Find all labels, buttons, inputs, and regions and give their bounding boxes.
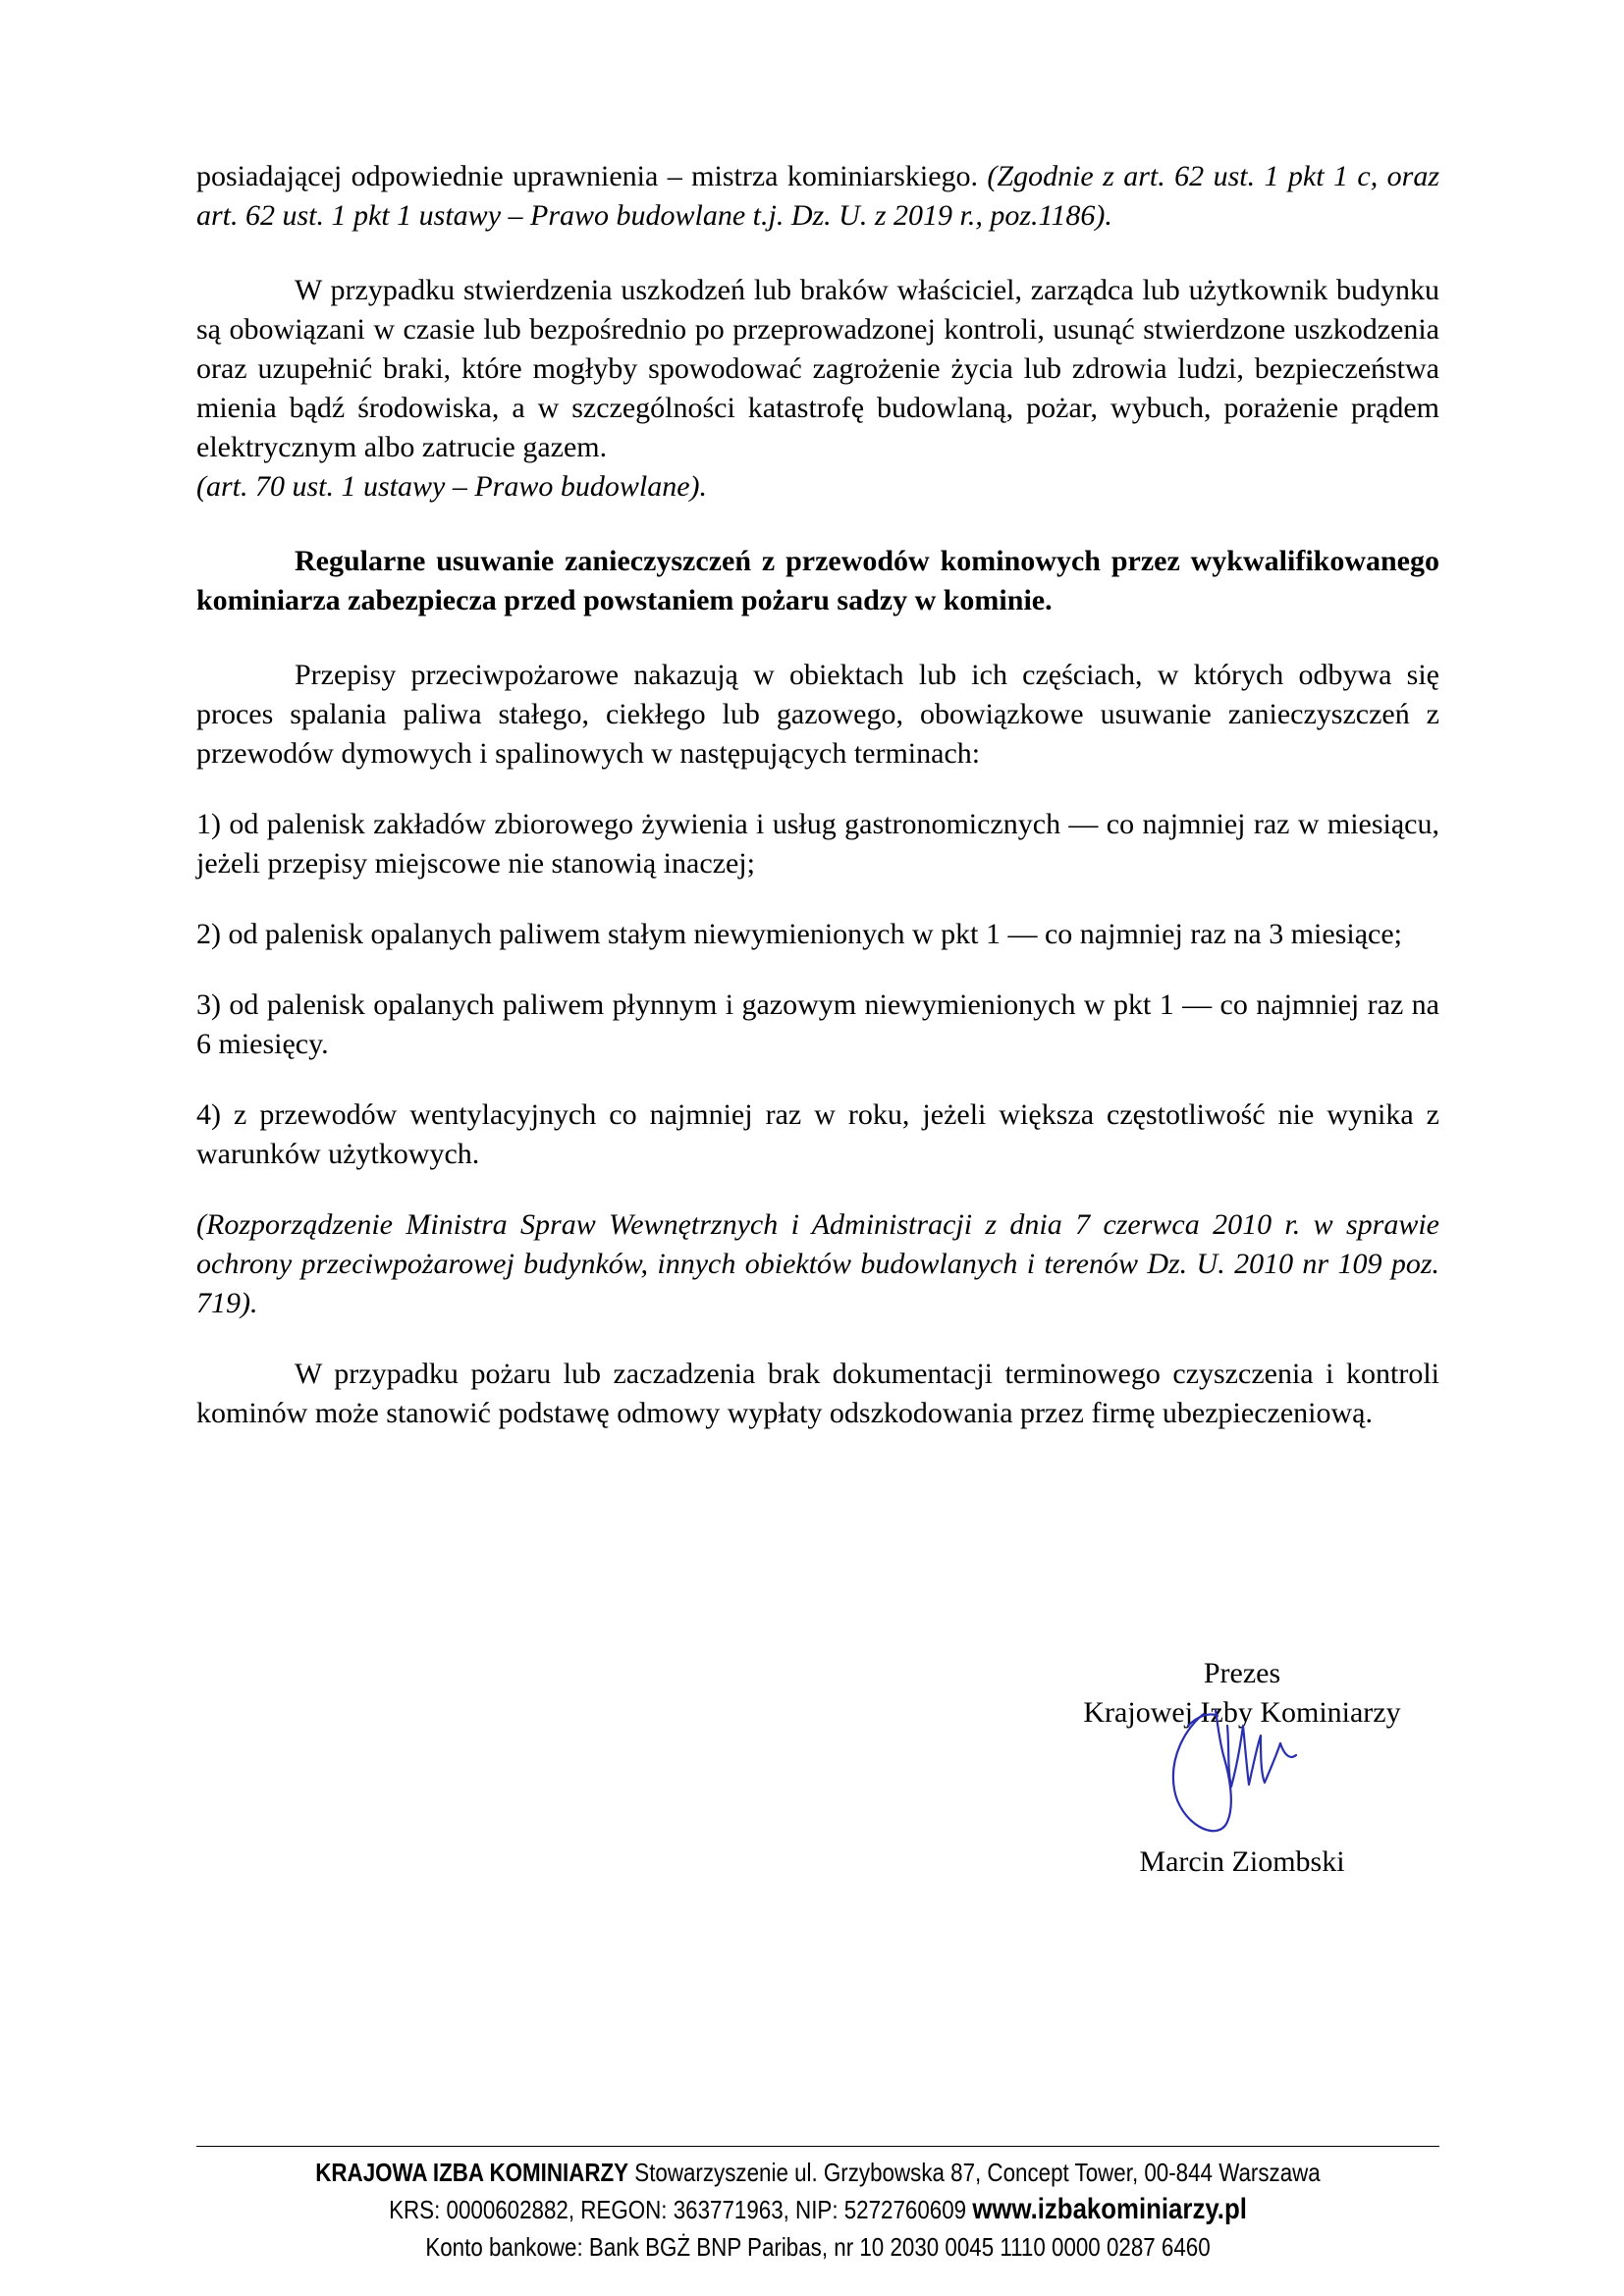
regulation-citation: (Rozporządzenie Ministra Spraw Wewnętrznych i Administracji z dnia 7 czerwca 2010 r. w sprawie ochrony przeciwpożarowej budynków, innych obiektów budowlanych i terenów Dz. U. 2010 nr 109 poz. 719). bbox=[196, 1208, 1439, 1319]
bold-notice: Regularne usuwanie zanieczyszczeń z przewodów kominowych przez wykwalifikowanego kominiarza zabezpiecza przed powstaniem pożaru sadzy w kominie. bbox=[196, 545, 1439, 616]
footer-divider bbox=[196, 2146, 1439, 2147]
footer-website-link[interactable]: www.izbakominiarzy.pl bbox=[972, 2193, 1247, 2225]
paragraph-insurance: W przypadku pożaru lub zaczadzenia brak dokumentacji terminowego czyszczenia i kontroli kominów może stanowić podstawę odmowy wypłaty odszkodowania przez firmę ubezpieczeniową. bbox=[196, 1358, 1439, 1429]
paragraph-text: posiadającej odpowiednie uprawnienia – mistrza kominiarskiego. bbox=[196, 160, 988, 192]
footer-address: Stowarzyszenie ul. Grzybowska 87, Concept Tower, 00-844 Warszawa bbox=[628, 2158, 1321, 2187]
list-item: 2) od palenisk opalanych paliwem stałym niewymienionych w pkt 1 — co najmniej raz na 3 miesiące; bbox=[196, 918, 1402, 950]
footer-bank-line: Konto bankowe: Bank BGŻ BNP Paribas, nr 10 2030 0045 1110 0000 0287 6460 bbox=[425, 2232, 1211, 2262]
legal-citation: (Zgodnie z art. 62 ust. 1 pkt 1 c, oraz art. 62 ust. 1 pkt 1 ustawy – Prawo budowlane t.j. Dz. U. z 2019 r., poz.1186). bbox=[196, 160, 1439, 232]
paragraph-fire-regulations: Przepisy przeciwpożarowe nakazują w obiektach lub ich częściach, w których odbywa się proces spalania paliwa stałego, ciekłego lub gazowego, obowiązkowe usuwanie zanieczyszczeń z przewodów dymowych i spalinowych w następujących terminach: bbox=[196, 659, 1439, 770]
paragraph-owner-obligations bbox=[196, 271, 1439, 467]
footer-registry: KRS: 0000602882, REGON: 363771963, NIP: 5272760609 bbox=[389, 2195, 973, 2224]
signatory-title: Prezes bbox=[1203, 1657, 1281, 1689]
paragraph-legal-basis bbox=[196, 157, 1439, 236]
footer bbox=[284, 2154, 1353, 2266]
signatory-organization: Krajowej Izby Kominiarzy bbox=[1083, 1696, 1401, 1729]
handwritten-signature bbox=[1159, 1686, 1326, 1848]
footer-address-line bbox=[284, 2154, 1353, 2191]
footer-registry-line bbox=[284, 2191, 1353, 2228]
footer-org-name: KRAJOWA IZBA KOMINIARZY bbox=[315, 2158, 629, 2187]
legal-citation-art70: (art. 70 ust. 1 ustawy – Prawo budowlane). bbox=[196, 470, 708, 503]
list-item: 1) od palenisk zakładów zbiorowego żywienia i usług gastronomicznych — co najmniej raz w miesiącu, jeżeli przepisy miejscowe nie stanowią inaczej; bbox=[196, 808, 1439, 880]
paragraph-text: W przypadku stwierdzenia uszkodzeń lub braków właściciel, zarządca lub użytkownik budynku są obowiązani w czasie lub bezpośrednio po przeprowadzonej kontroli, usunąć stwierdzone uszkodzenia oraz uzupełnić braki, które mogłyby spowodować zagrożenie życia lub zdrowia ludzi, bezpieczeństwa mienia bądź środowiska, a w szczególności katastrofę budowlaną, pożar, wybuch, porażenie prądem elektrycznym albo zatrucie gazem. bbox=[196, 274, 1439, 463]
document-body bbox=[196, 157, 1439, 1433]
list-item: 3) od palenisk opalanych paliwem płynnym i gazowym niewymienionych w pkt 1 — co najmniej raz na 6 miesięcy. bbox=[196, 988, 1439, 1060]
signatory-name: Marcin Ziombski bbox=[1139, 1845, 1345, 1878]
list-item: 4) z przewodów wentylacyjnych co najmniej raz w roku, jeżeli większa częstotliwość nie wynika z warunków użytkowych. bbox=[196, 1098, 1439, 1170]
